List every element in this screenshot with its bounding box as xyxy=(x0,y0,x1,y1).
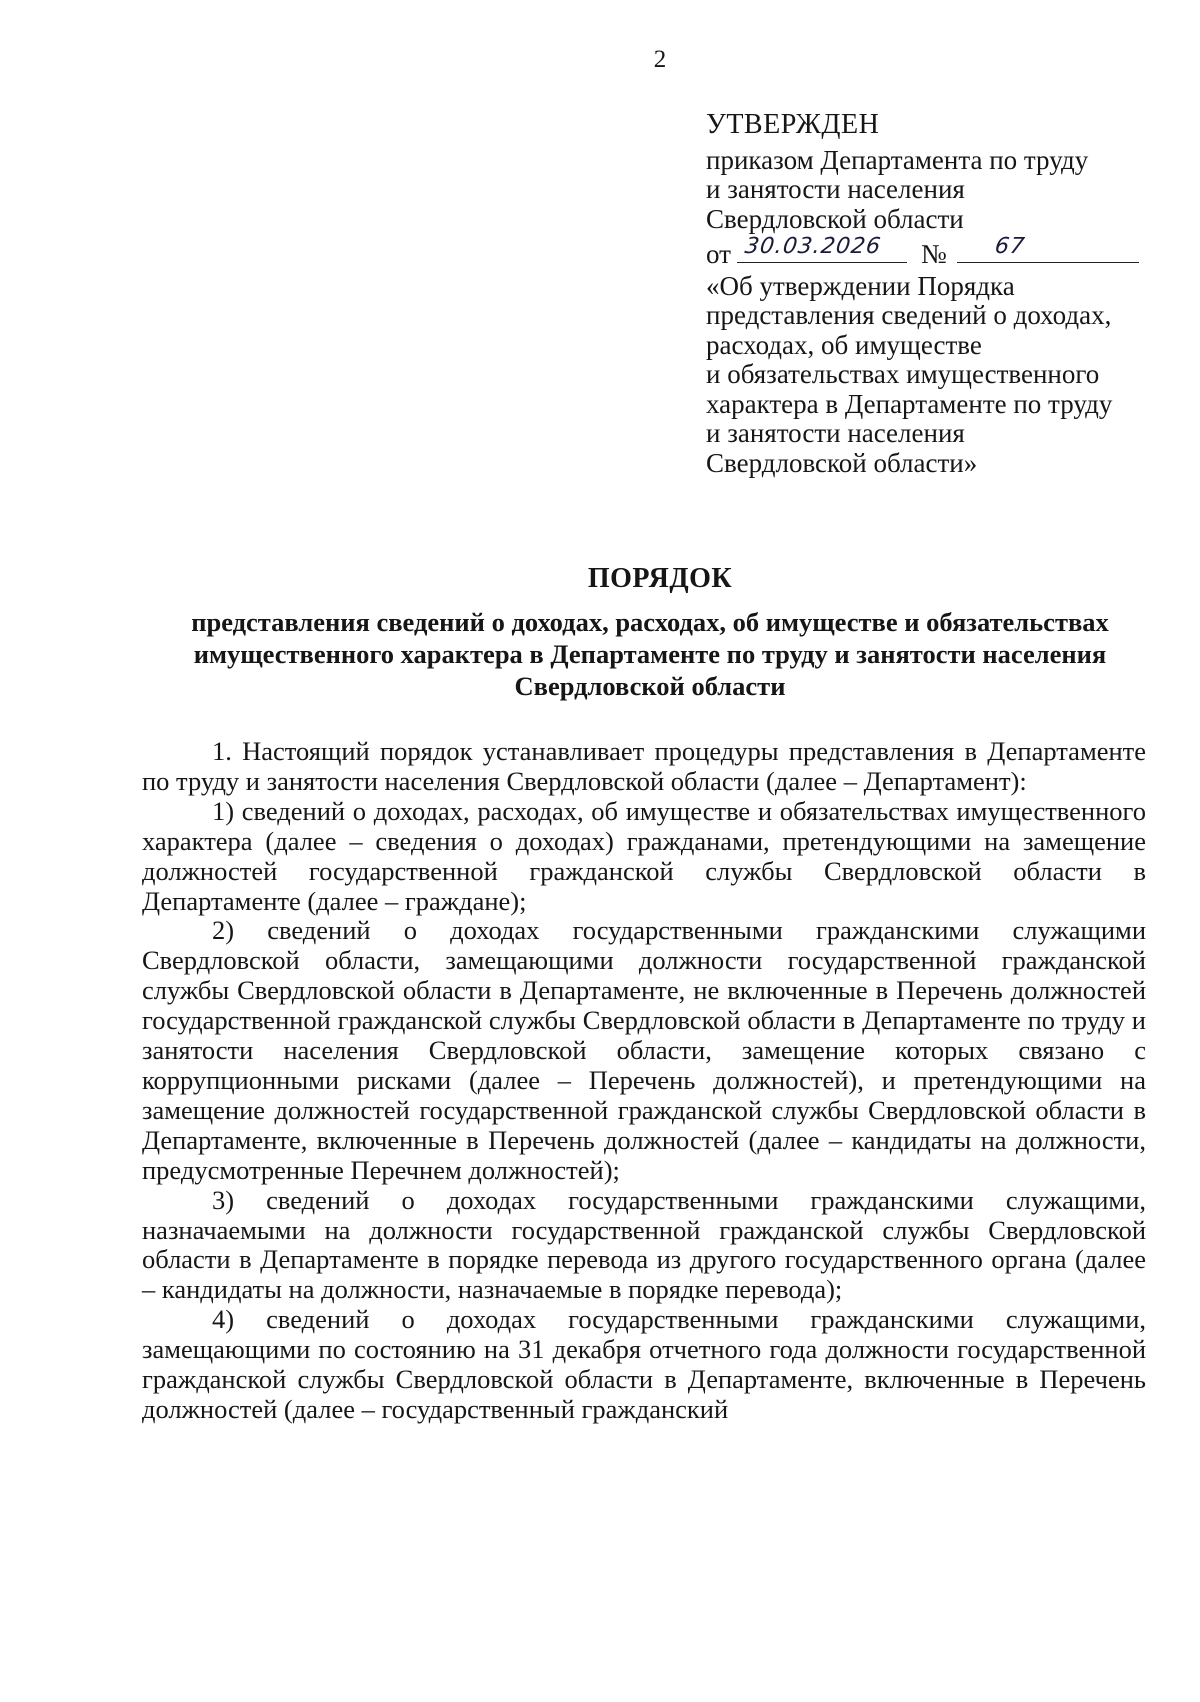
paragraph: 3) сведений о доходах государственными гражданскими служащими, назначаемыми на должности государственной гражданской службы Свердловской области в Департаменте в порядке перевода из другого государственного органа (далее – кандидаты на должности, назначаемые в порядке перевода); xyxy=(142,1184,1146,1305)
approval-line: «Об утверждении Порядка xyxy=(706,270,1015,301)
page-number: 2 xyxy=(653,46,667,73)
approval-stamp xyxy=(706,110,1146,478)
date-field xyxy=(737,233,907,263)
handwritten-number: 67 xyxy=(992,233,1027,259)
handwritten-date: 30.03.2026 xyxy=(743,233,883,259)
approval-line: Свердловской области» xyxy=(706,447,978,478)
approval-line: приказом Департамента по труду xyxy=(706,144,1089,175)
date-prefix: от xyxy=(706,239,731,269)
approval-line: и обязательствах имущественного xyxy=(706,359,1100,389)
approval-line: представления сведений о доходах, xyxy=(706,300,1112,330)
document-title: ПОРЯДОК xyxy=(587,563,733,594)
approval-line: характера в Департаменте по труду xyxy=(706,388,1113,419)
approval-date-row xyxy=(706,233,1146,270)
number-prefix: № xyxy=(920,239,947,269)
paragraph: 4) сведений о доходах государственными гражданскими служащими, замещающими по состоянию на 31 декабря отчетного года должности государственной гражданской службы Свердловской области в Департаменте, включенные в Перечень должностей (далее – государственный гражданский xyxy=(142,1304,1146,1424)
number-field xyxy=(957,233,1139,263)
paragraph: 2) сведений о доходах государственными гражданскими служащими Свердловской области, замещающими должности государственной гражданской службы Свердловской области в Департаменте, не включенные в Перечень должностей государственной гражданской службы Свердловской области в Департаменте по труду и занятости населения Свердловской области, замещение которых связано с коррупционными рисками (далее – Перечень должностей), и претендующими на замещение должностей государственной гражданской службы Свердловской области в Департаменте, включенные в Перечень должностей (далее – кандидаты на должности, предусмотренные Перечнем должностей); xyxy=(142,915,1146,1185)
approval-line: и занятости населения xyxy=(706,418,965,448)
approval-line: расходах, об имуществе xyxy=(706,329,982,360)
document-subtitle: представления сведений о доходах, расходах, об имуществе и обязательствах имущественного характера в Департаменте по труду и занятости населения Свердловской области xyxy=(191,607,1109,701)
document-body xyxy=(142,737,1146,1425)
paragraph: 1. Настоящий порядок устанавливает процедуры представления в Департаменте по труду и занятости населения Свердловской области (далее – Департамент): xyxy=(142,736,1146,796)
approval-title: УТВЕРЖДЕН xyxy=(706,109,880,140)
approval-line: и занятости населения xyxy=(706,174,965,204)
approval-line: Свердловской области xyxy=(706,203,964,234)
paragraph: 1) сведений о доходах, расходах, об имуществе и обязательствах имущественного характера (далее – сведения о доходах) гражданами, претендующими на замещение должностей государственной гражданской службы Свердловской области в Департаменте (далее – граждане); xyxy=(142,795,1146,916)
